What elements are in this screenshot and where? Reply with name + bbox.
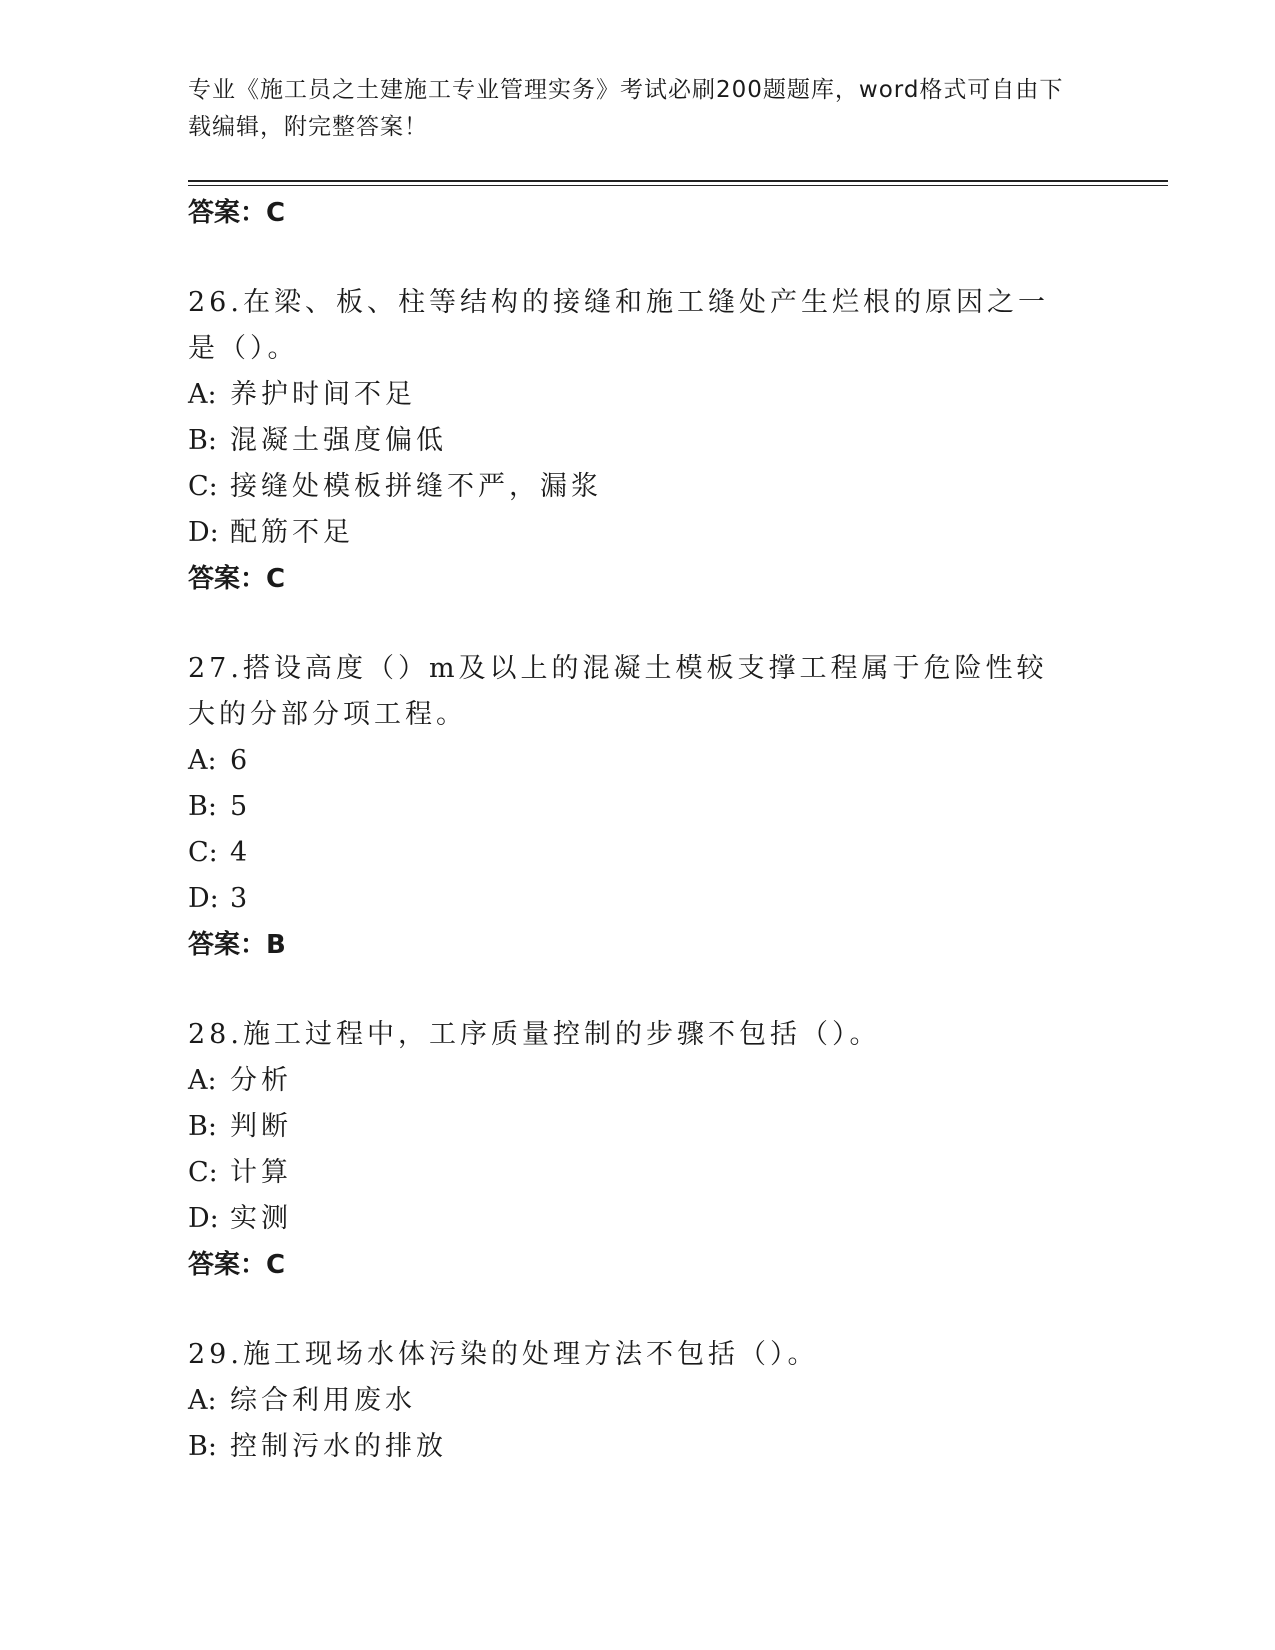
question-27 <box>188 646 1088 968</box>
document-header: 专业《施工员之土建施工专业管理实务》考试必刷200题题库，word格式可自由下载编辑，附完整答案！ <box>188 77 1064 140</box>
option-a <box>188 1378 1088 1424</box>
option-text: 混凝土强度偏低 <box>230 425 447 456</box>
answer-line: 答案：C <box>188 564 286 594</box>
option-key: D: <box>188 883 219 914</box>
question-stem: 27.搭设高度（）m及以上的混凝土模板支撑工程属于危险性较大的分部分项工程。 <box>188 653 1048 730</box>
option-d <box>188 1196 1088 1242</box>
question-29 <box>188 1332 1088 1470</box>
header-divider <box>188 180 1168 186</box>
question-list <box>188 190 1088 1470</box>
option-key: C: <box>188 471 218 502</box>
option-text: 判断 <box>230 1111 292 1142</box>
option-c <box>188 464 1088 510</box>
option-key: C: <box>188 1157 218 1188</box>
option-a <box>188 738 1088 784</box>
option-text: 接缝处模板拼缝不严，漏浆 <box>230 471 602 502</box>
option-key: D: <box>188 1203 219 1234</box>
option-key: B: <box>188 425 217 456</box>
option-b <box>188 784 1088 830</box>
question-stem: 26.在梁、板、柱等结构的接缝和施工缝处产生烂根的原因之一是（）。 <box>188 287 1049 364</box>
option-text: 3 <box>230 883 252 914</box>
answer-line: 答案：C <box>188 198 286 228</box>
option-d <box>188 876 1088 922</box>
question-stem: 28.施工过程中，工序质量控制的步骤不包括（）。 <box>188 1019 881 1050</box>
option-b <box>188 418 1088 464</box>
option-key: B: <box>188 1111 217 1142</box>
option-key: A: <box>188 1065 217 1096</box>
option-b <box>188 1424 1088 1470</box>
option-text: 配筋不足 <box>230 517 354 548</box>
option-text: 5 <box>230 791 252 822</box>
option-a <box>188 372 1088 418</box>
option-key: A: <box>188 745 217 776</box>
question-stem: 29.施工现场水体污染的处理方法不包括（）。 <box>188 1339 819 1370</box>
answer-line: 答案：C <box>188 1250 286 1280</box>
option-text: 控制污水的排放 <box>230 1431 447 1462</box>
option-text: 养护时间不足 <box>230 379 416 410</box>
question-26 <box>188 280 1088 602</box>
option-key: B: <box>188 791 217 822</box>
option-key: A: <box>188 1385 217 1416</box>
option-key: A: <box>188 379 217 410</box>
question-28 <box>188 1012 1088 1288</box>
option-c <box>188 830 1088 876</box>
option-d <box>188 510 1088 556</box>
option-key: C: <box>188 837 218 868</box>
option-text: 6 <box>230 745 252 776</box>
option-b <box>188 1104 1088 1150</box>
option-text: 4 <box>230 837 252 868</box>
option-c <box>188 1150 1088 1196</box>
option-text: 分析 <box>230 1065 292 1096</box>
option-a <box>188 1058 1088 1104</box>
option-text: 综合利用废水 <box>230 1385 416 1416</box>
option-key: D: <box>188 517 219 548</box>
option-text: 计算 <box>230 1157 292 1188</box>
option-key: B: <box>188 1431 217 1462</box>
answer-line: 答案：B <box>188 930 286 960</box>
option-text: 实测 <box>230 1203 292 1234</box>
